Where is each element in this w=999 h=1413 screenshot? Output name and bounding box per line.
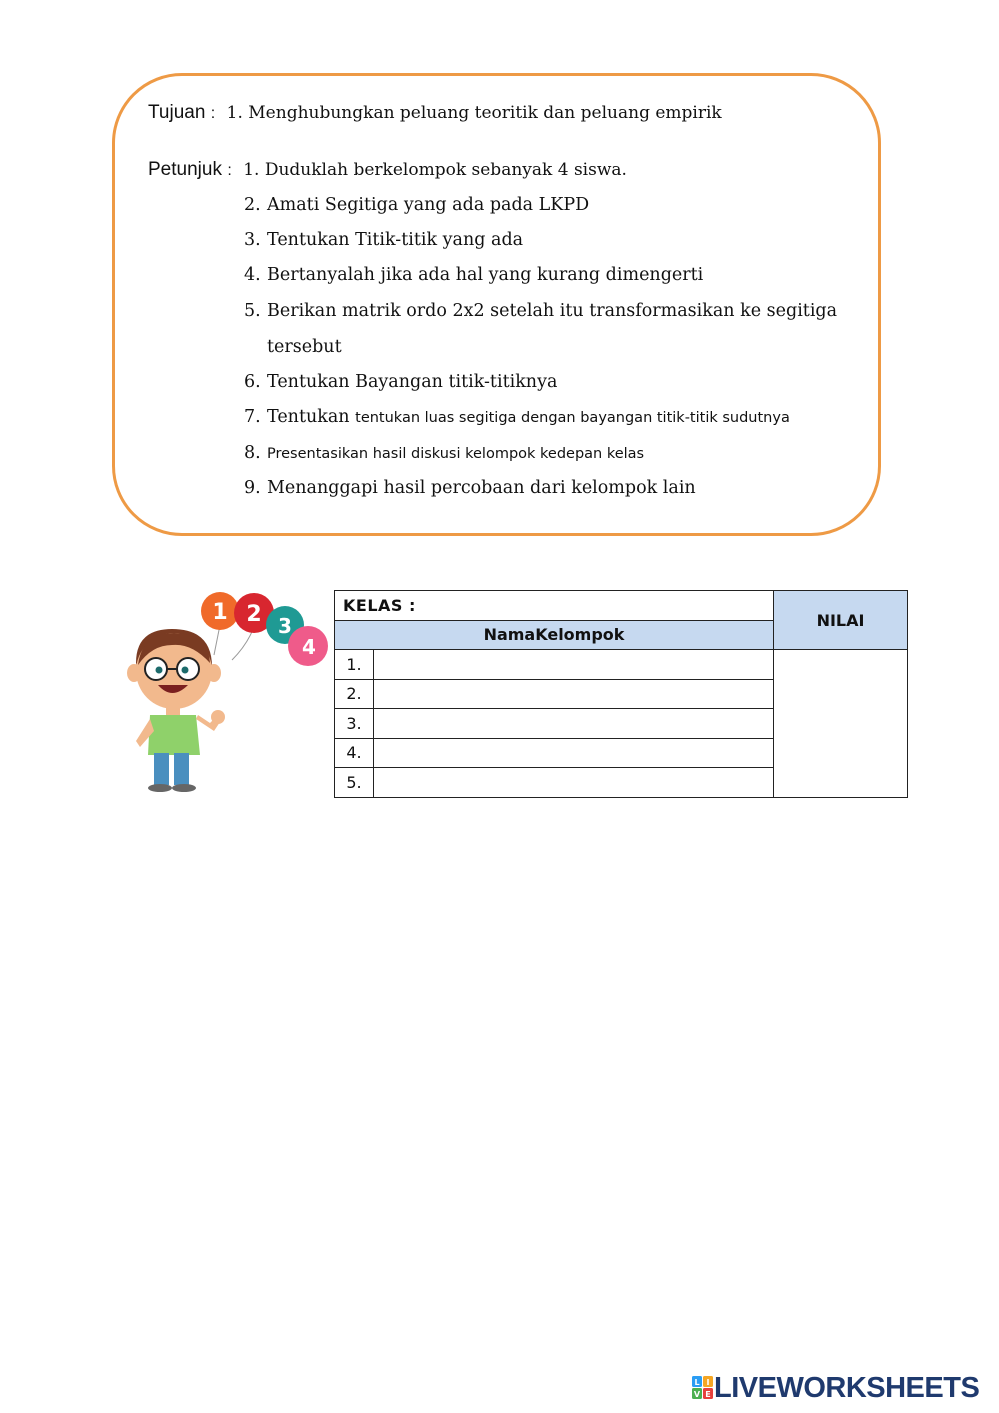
nilai-header: NILAI xyxy=(774,591,908,650)
table-row xyxy=(335,650,908,680)
kelas-cell[interactable]: KELAS : xyxy=(335,591,774,621)
step-text: Menanggapi hasil percobaan dari kelompok lain xyxy=(267,478,696,498)
svg-text:4: 4 xyxy=(302,635,316,659)
petunjuk-step-8 xyxy=(244,443,644,463)
petunjuk-step-3 xyxy=(244,230,523,250)
step-number: 6. xyxy=(244,372,261,392)
petunjuk-row xyxy=(148,159,627,181)
step-number: 3. xyxy=(244,230,261,250)
balloon-1 xyxy=(201,592,239,630)
member-name-cell[interactable] xyxy=(374,709,774,739)
step-text: Bertanyalah jika ada hal yang kurang dimengerti xyxy=(267,265,704,285)
row-number: 4. xyxy=(335,738,374,768)
row-number: 5. xyxy=(335,768,374,798)
step-small-text: Presentasikan hasil diskusi kelompok kedepan kelas xyxy=(267,446,645,462)
tujuan-label: Tujuan xyxy=(148,102,206,123)
tujuan-row xyxy=(148,102,722,124)
petunjuk-step-9 xyxy=(244,478,696,498)
member-name-cell[interactable] xyxy=(374,679,774,709)
svg-text:3: 3 xyxy=(278,614,292,638)
step-text: Amati Segitiga yang ada pada LKPD xyxy=(267,195,590,215)
tujuan-text: 1. Menghubungkan peluang teoritik dan peluang empirik xyxy=(226,103,722,123)
petunjuk-step-6 xyxy=(244,372,557,392)
petunjuk-step-2 xyxy=(244,195,589,215)
step-text: Tentukan xyxy=(267,407,350,427)
petunjuk-step-4 xyxy=(244,265,703,285)
step-small-text: tentukan luas segitiga dengan bayangan titik-titik sudutnya xyxy=(355,410,790,426)
row-number: 3. xyxy=(335,709,374,739)
member-name-cell[interactable] xyxy=(374,738,774,768)
step-number: 2. xyxy=(244,195,261,215)
row-number: 1. xyxy=(335,650,374,680)
nilai-cell[interactable] xyxy=(774,650,908,798)
balloon-4 xyxy=(288,626,328,666)
svg-text:L: L xyxy=(694,1378,700,1387)
kid-with-balloons-illustration xyxy=(122,585,337,800)
step-number: 4. xyxy=(244,265,261,285)
brand-name: LIVEWORKSHEETS xyxy=(714,1371,980,1404)
svg-text:V: V xyxy=(693,1390,701,1399)
petunjuk-step-5 xyxy=(244,301,837,321)
step-number: 8. xyxy=(244,443,261,463)
row-number: 2. xyxy=(335,679,374,709)
liveworksheets-logo[interactable] xyxy=(692,1370,992,1406)
member-name-cell[interactable] xyxy=(374,650,774,680)
step-text: Berikan matrik ordo 2x2 setelah itu transformasikan ke segitiga xyxy=(267,301,838,321)
petunjuk-colon: : xyxy=(227,162,232,179)
petunjuk-step-1: 1. Duduklah berkelompok sebanyak 4 siswa. xyxy=(243,160,627,180)
step-text: Tentukan Titik-titik yang ada xyxy=(267,230,524,250)
petunjuk-label: Petunjuk xyxy=(148,159,222,180)
tujuan-colon: : xyxy=(210,105,216,122)
step-number: 5. xyxy=(244,301,261,321)
svg-text:1: 1 xyxy=(212,600,228,625)
group-score-table xyxy=(334,590,908,798)
svg-text:E: E xyxy=(705,1390,711,1399)
liveworksheets-logo-icon xyxy=(692,1376,714,1400)
svg-text:2: 2 xyxy=(246,602,262,627)
nama-kelompok-header: NamaKelompok xyxy=(335,620,774,650)
step-number: 9. xyxy=(244,478,261,498)
petunjuk-step-5-continuation: tersebut xyxy=(267,337,342,357)
step-text: Tentukan Bayangan titik-titiknya xyxy=(267,372,558,392)
svg-text:I: I xyxy=(706,1378,710,1387)
member-name-cell[interactable] xyxy=(374,768,774,798)
petunjuk-step-7 xyxy=(244,407,790,427)
step-number: 7. xyxy=(244,407,261,427)
